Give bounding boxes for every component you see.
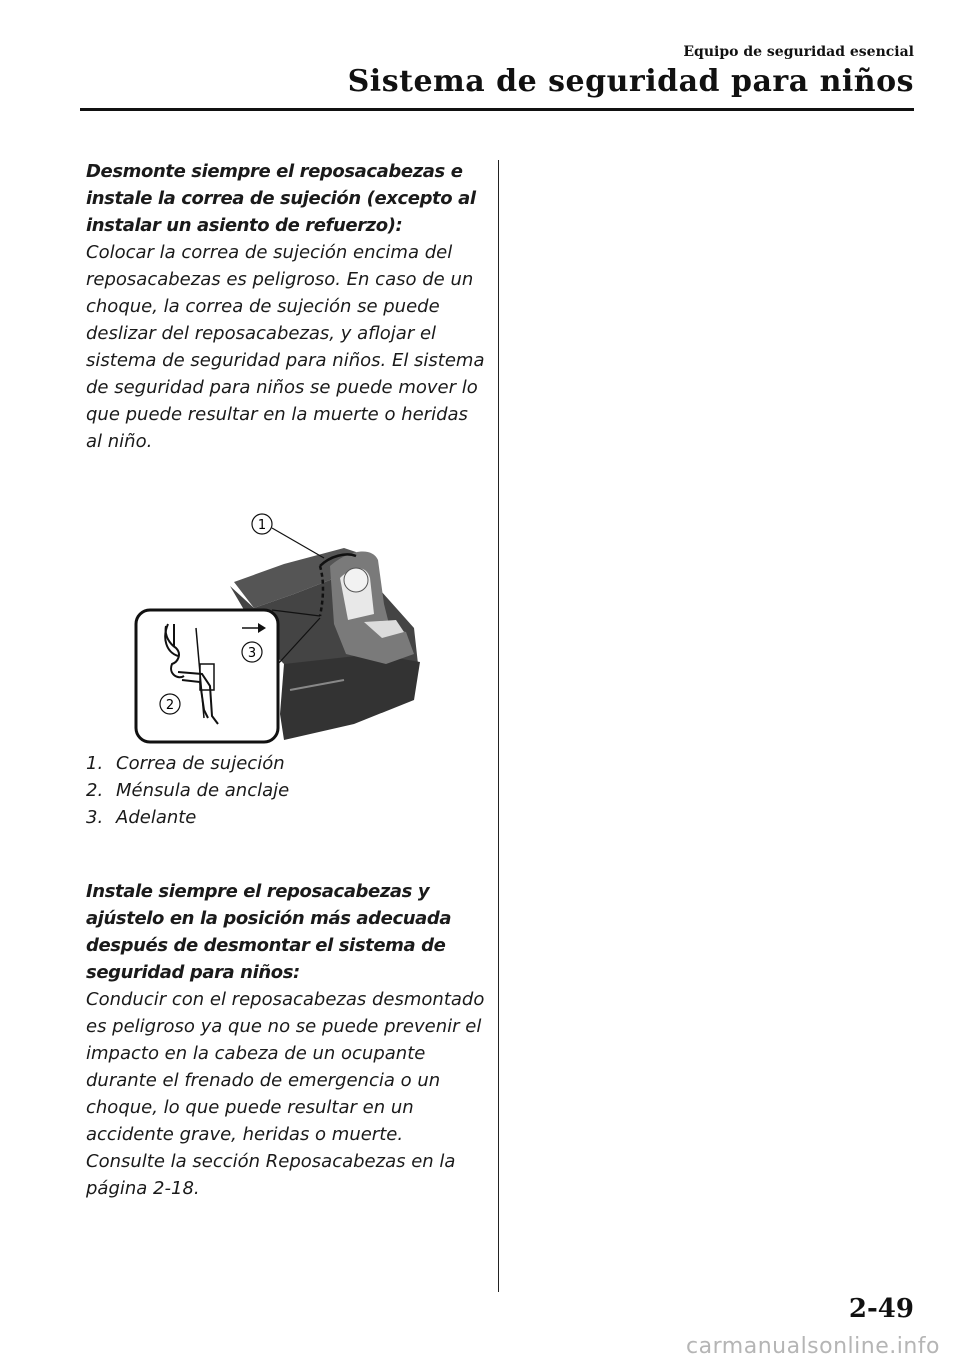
seat-cushion [280,654,420,740]
caption-item [86,804,466,831]
page-number: 2-49 [848,1294,914,1324]
caption-number: 2. [86,780,104,801]
caption-item [86,750,466,777]
column-divider [498,160,499,1292]
page-reference: Consulte la sección Reposacabezas en la página 2-18. [86,1151,456,1199]
caption-text: Adelante [116,807,197,828]
warning-block-headrest-reinstall [86,878,486,1202]
section-label: Equipo de seguridad esencial [683,44,914,60]
caption-number: 1. [86,753,104,774]
warning-body: Colocar la correa de sujeción encima del reposacabezas es peligroso. En caso de un choque, la correa de sujeción se puede deslizar del reposacabezas, y aflojar el sistema de seguridad para niños. El sistema de seguridad para niños se puede mover lo que puede resultar en la muerte o heridas al niño. [86,242,485,452]
warning-body: Conducir con el reposacabezas desmontado es peligroso ya que no se puede prevenir el impacto en la cabeza de un ocupante durante el frenado de emergencia o un choque, lo que puede resultar en un accidente grave, heridas o muerte. [86,989,485,1145]
caption-text: Correa de sujeción [116,753,285,774]
callout-3-label: 3 [247,646,257,661]
header-divider [80,108,914,111]
tether-strap-illustration [134,504,430,744]
caption-item [86,777,466,804]
detail-inset [136,610,278,742]
warning-title: Desmonte siempre el reposacabezas e instale la correa de sujeción (excepto al instalar un asiento de refuerzo): [86,161,476,236]
callout-2-label: 2 [165,698,175,713]
child-head [344,568,368,592]
figure-caption-list [86,750,466,831]
watermark: carmanualsonline.info [686,1334,940,1359]
page-title: Sistema de seguridad para niños [347,64,914,99]
warning-block-headrest-removal [86,158,486,455]
callout-1-label: 1 [257,518,267,533]
caption-text: Ménsula de anclaje [116,780,290,801]
warning-title: Instale siempre el reposacabezas y ajústelo en la posición más adecuada después de desmontar el sistema de seguridad para niños: [86,881,452,983]
caption-number: 3. [86,807,104,828]
